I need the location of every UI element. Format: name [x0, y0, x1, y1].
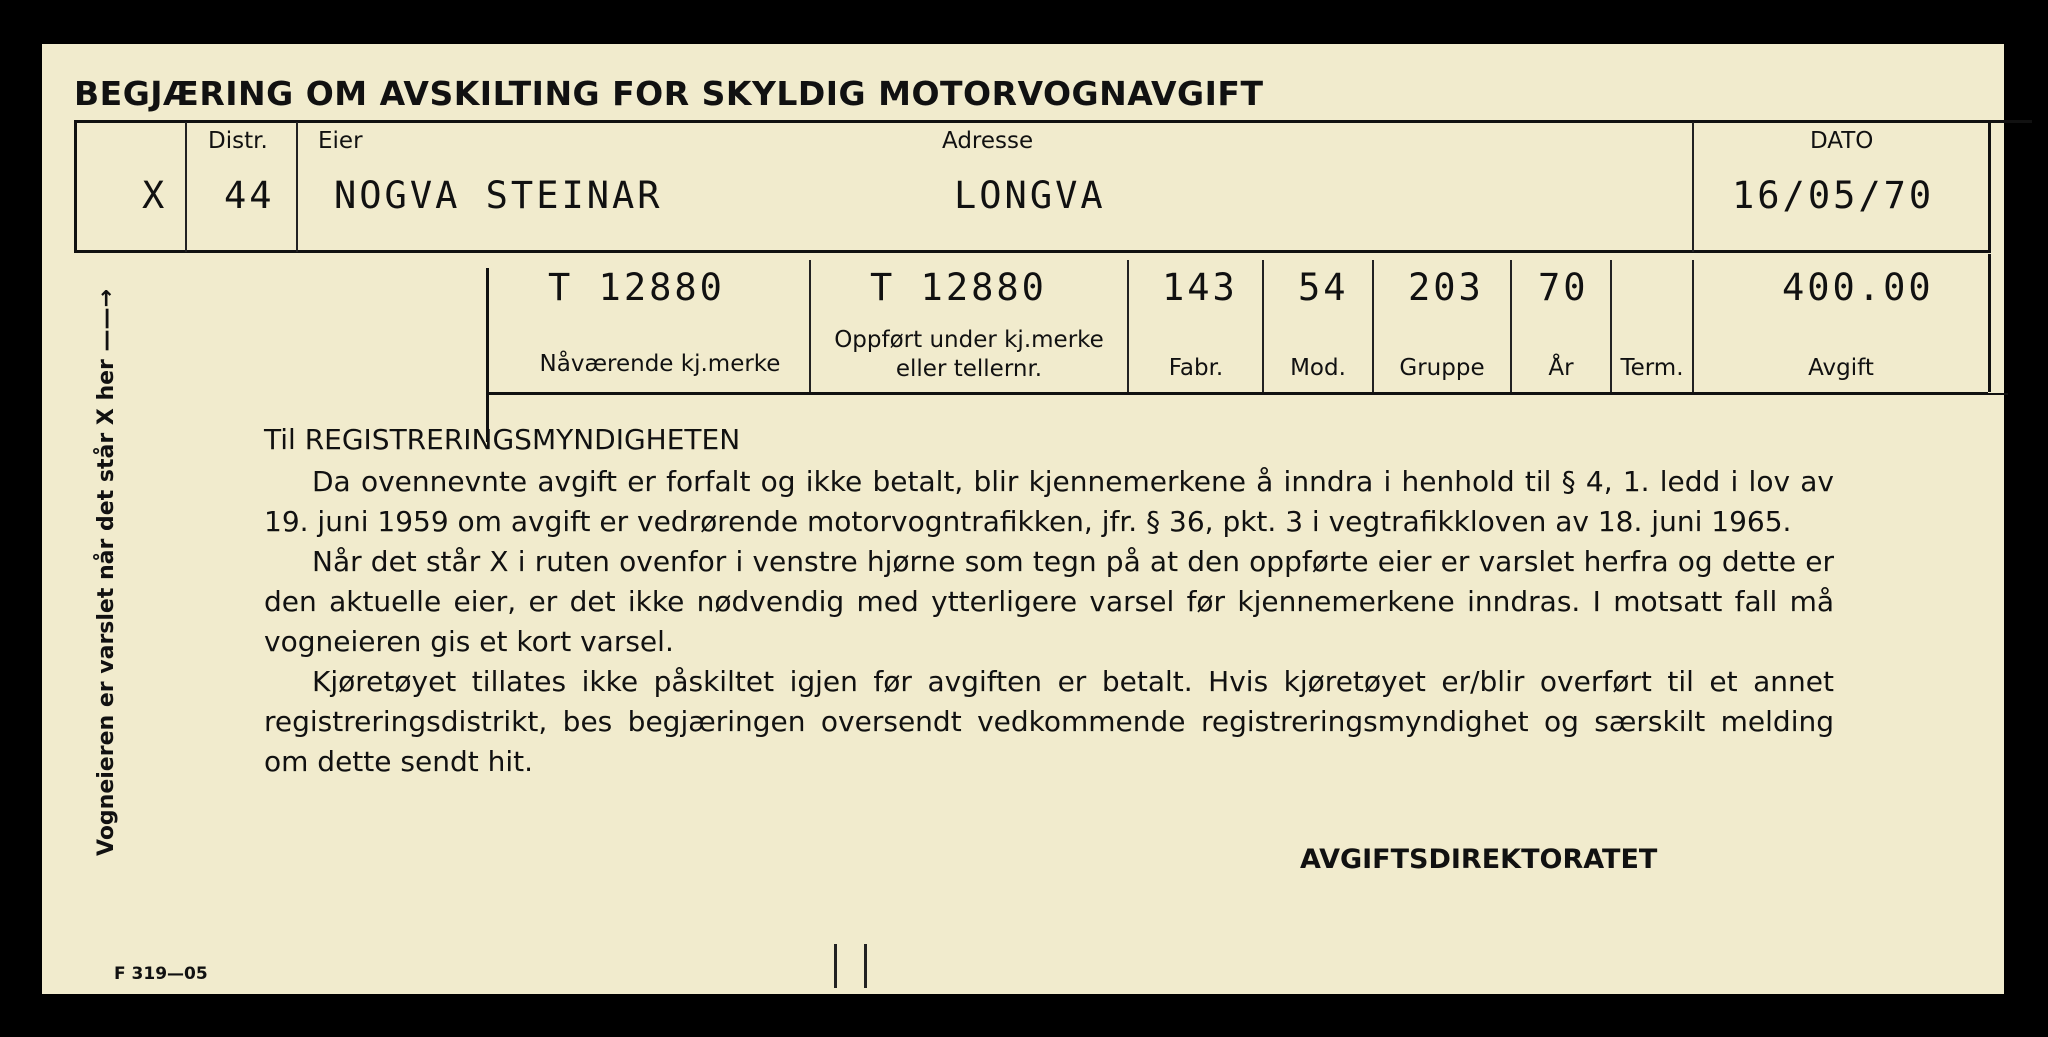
- notice-body: [264, 420, 1834, 782]
- header-bottom-rule: [74, 250, 1988, 253]
- current-plate: T 12880: [548, 266, 725, 309]
- paragraph-1: Da ovennevnte avgift er forfalt og ikke betalt, blir kjennemerkene å inndra i henhold til § 4, 1. ledd i lov av 19. juni 1959 om avgift er vedrørende motorvogntrafikken, jfr. § 36, pkt. 3 i vegtrafikkloven av 18. juni 1965.: [264, 465, 1834, 538]
- gruppe-value: 203: [1408, 266, 1484, 309]
- distr-value: 44: [224, 174, 275, 217]
- header-right-rule: [1988, 120, 1991, 253]
- registered-mark-label: [812, 326, 1126, 384]
- paragraph-2: Når det står X i ruten ovenfor i venstre hjørne som tegn på at den oppførte eier er varslet herfra og dette er den aktuelle eier, er det ikke nødvendig med ytterligere varsel før kjennemerkene inndras. I motsatt fall må vogneieren gis et kort varsel.: [264, 545, 1834, 658]
- term-label: Term.: [1620, 355, 1684, 381]
- vehicle-left-rule: [486, 268, 489, 442]
- registered-plate: T 12880: [870, 266, 1047, 309]
- owner-address: LONGVA: [954, 174, 1106, 217]
- form-card: [42, 44, 2004, 994]
- ar-label: År: [1548, 355, 1574, 381]
- cut-mark: [834, 944, 837, 988]
- current-mark-label: Nåværende kj.merke: [539, 351, 781, 377]
- divider: [296, 122, 298, 252]
- divider: [809, 260, 811, 392]
- avgift-value: 400.00: [1782, 266, 1934, 309]
- notified-mark: X: [142, 174, 168, 217]
- registered-mark-label-line1: Oppført under kj.merke: [834, 327, 1104, 353]
- ar-value: 70: [1538, 266, 1589, 309]
- divider: [1692, 122, 1694, 252]
- fabr-value: 143: [1162, 266, 1238, 309]
- form-title: BEGJÆRING OM AVSKILTING FOR SKYLDIG MOTORVOGNAVGIFT: [74, 74, 1264, 113]
- cut-mark: [864, 944, 867, 988]
- divider: [185, 122, 187, 252]
- adresse-label: Adresse: [942, 128, 1034, 154]
- gruppe-label: Gruppe: [1399, 355, 1485, 381]
- mod-label: Mod.: [1290, 355, 1346, 381]
- registered-mark-label-line2: eller tellernr.: [895, 356, 1043, 382]
- date-value: 16/05/70: [1732, 174, 1935, 217]
- owner-name: NOGVA STEINAR: [334, 174, 663, 217]
- vehicle-right-rule: [1988, 254, 1991, 392]
- vehicle-bottom-rule: [486, 393, 2008, 395]
- fabr-label: Fabr.: [1168, 355, 1224, 381]
- paragraph-3: Kjøretøyet tillates ikke påskiltet igjen før avgiften er betalt. Hvis kjøretøyet er/blir overført til et annet registreringsdistrikt, bes begjæringen oversendt vedkommende registreringsmyndighet og særskilt melding om dette sendt hit.: [264, 665, 1834, 778]
- header-left-rule: [74, 120, 77, 253]
- form-code: F 319—05: [114, 964, 208, 984]
- eier-label: Eier: [318, 128, 363, 154]
- dato-label: DATO: [1810, 128, 1874, 154]
- side-note: Vogneieren er varslet når det står X her ——→: [94, 289, 119, 856]
- signature: AVGIFTSDIREKTORATET: [1300, 844, 1658, 875]
- distr-label: Distr.: [208, 128, 268, 154]
- notice-heading: Til REGISTRERINGSMYNDIGHETEN: [264, 423, 741, 456]
- header-top-rule: [74, 120, 2032, 123]
- avgift-label: Avgift: [1808, 355, 1874, 381]
- divider: [1127, 260, 1129, 392]
- mod-value: 54: [1298, 266, 1349, 309]
